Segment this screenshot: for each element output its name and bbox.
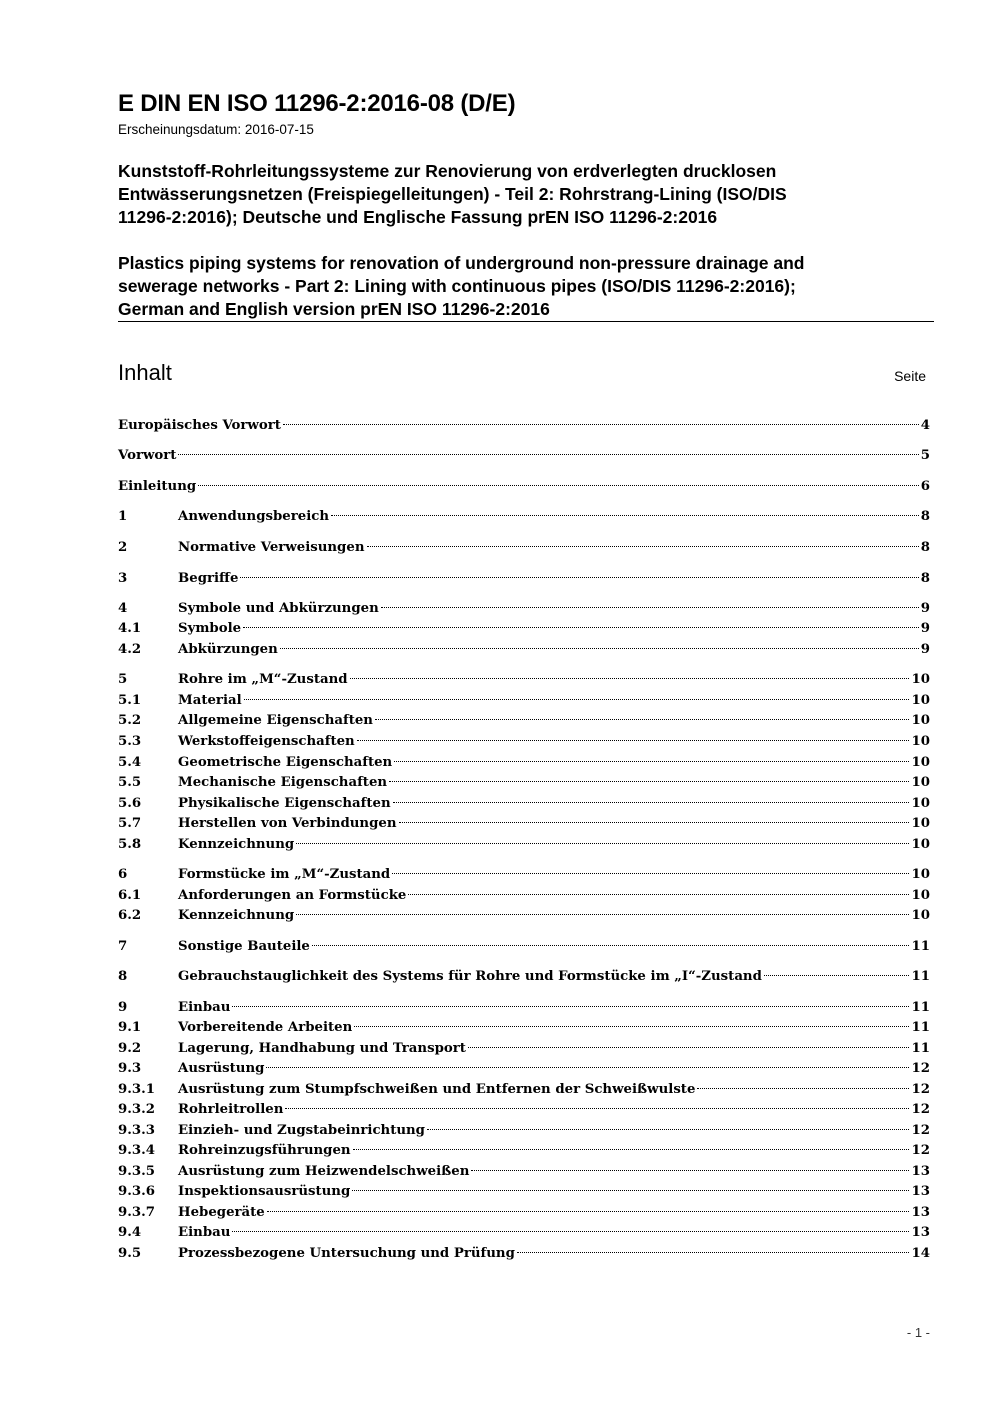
toc-entry-number: 9.2	[118, 1041, 142, 1056]
toc-entry-number: 9.3.2	[118, 1102, 156, 1117]
toc-entry[interactable]	[118, 479, 930, 498]
toc-entry[interactable]	[118, 888, 930, 907]
toc-dot-leader	[408, 894, 909, 895]
toc-entry-page: 11	[911, 1000, 930, 1015]
toc-entry-title: Anwendungsbereich	[178, 509, 330, 524]
toc-dot-leader	[244, 699, 910, 700]
toc-entry[interactable]	[118, 1061, 930, 1080]
toc-dot-leader	[243, 627, 919, 628]
toc-entry-number: 4.2	[118, 642, 142, 657]
toc-entry[interactable]	[118, 775, 930, 794]
toc-entry-page: 12	[911, 1143, 930, 1158]
title-german-line: Kunststoff-Rohrleitungssysteme zur Renovierung von erdverlegten drucklosen	[118, 161, 777, 181]
toc-entry-title: Einbau	[178, 1225, 231, 1240]
toc-entry-title: Gebrauchstauglichkeit des Systems für Rohre und Formstücke im „I“-Zustand	[178, 969, 762, 984]
toc-entry-title: Sonstige Bauteile	[178, 939, 310, 954]
toc-entry-number: 9.3.1	[118, 1082, 156, 1097]
toc-entry-title: Vorwort	[118, 448, 177, 463]
toc-dot-leader	[296, 843, 909, 844]
toc-entry-page: 4	[920, 418, 930, 433]
toc-dot-leader	[352, 1190, 909, 1191]
toc-entry-title: Vorbereitende Arbeiten	[178, 1020, 353, 1035]
toc-entry-number: 6.2	[118, 908, 142, 923]
toc-entry-number: 9.3.5	[118, 1164, 156, 1179]
toc-entry[interactable]	[118, 1184, 930, 1203]
toc-dot-leader	[232, 1231, 909, 1232]
toc-entry[interactable]	[118, 837, 930, 856]
toc-entry-page: 9	[920, 621, 930, 636]
toc-entry[interactable]	[118, 1041, 930, 1060]
toc-entry[interactable]	[118, 621, 930, 640]
toc-dot-leader	[267, 1211, 910, 1212]
toc-entry-page: 10	[911, 816, 930, 831]
toc-entry-page: 13	[911, 1205, 930, 1220]
toc-entry-number: 9	[118, 1000, 128, 1015]
toc-entry-title: Mechanische Eigenschaften	[178, 775, 388, 790]
toc-entry-title: Rohreinzugsführungen	[178, 1143, 351, 1158]
toc-entry-title: Geometrische Eigenschaften	[178, 755, 393, 770]
table-of-contents	[118, 0, 930, 1403]
toc-entry-page: 9	[920, 642, 930, 657]
toc-entry[interactable]	[118, 969, 930, 988]
toc-entry-page: 8	[920, 571, 930, 586]
toc-entry[interactable]	[118, 418, 930, 437]
toc-entry-page: 12	[911, 1082, 930, 1097]
toc-entry-title: Einleitung	[118, 479, 197, 494]
toc-entry-number: 5.2	[118, 713, 142, 728]
toc-entry-title: Symbole	[178, 621, 242, 636]
toc-entry-number: 3	[118, 571, 128, 586]
toc-entry[interactable]	[118, 571, 930, 590]
toc-entry-number: 9.3.3	[118, 1123, 156, 1138]
toc-entry[interactable]	[118, 642, 930, 661]
toc-entry-number: 9.1	[118, 1020, 142, 1035]
toc-entry-title: Ausrüstung	[178, 1061, 265, 1076]
toc-entry-page: 5	[920, 448, 930, 463]
toc-entry[interactable]	[118, 672, 930, 691]
toc-entry-title: Lagerung, Handhabung und Transport	[178, 1041, 466, 1056]
toc-entry[interactable]	[118, 693, 930, 712]
toc-entry-page: 11	[911, 1041, 930, 1056]
toc-dot-leader	[350, 678, 910, 679]
toc-dot-leader	[198, 485, 919, 486]
toc-entry-number: 9.3	[118, 1061, 142, 1076]
toc-dot-leader	[357, 740, 910, 741]
toc-dot-leader	[394, 761, 909, 762]
toc-entry-number: 9.3.6	[118, 1184, 156, 1199]
toc-dot-leader	[697, 1088, 909, 1089]
toc-entry[interactable]	[118, 796, 930, 815]
toc-dot-leader	[353, 1149, 910, 1150]
toc-page-column-label: Seite	[894, 368, 926, 384]
toc-dot-leader	[240, 577, 918, 578]
toc-dot-leader	[399, 822, 910, 823]
toc-dot-leader	[392, 873, 909, 874]
toc-entry-number: 5.4	[118, 755, 142, 770]
toc-entry[interactable]	[118, 734, 930, 753]
toc-entry-number: 2	[118, 540, 128, 555]
toc-entry-number: 5.7	[118, 816, 142, 831]
toc-entry-title: Material	[178, 693, 242, 708]
toc-dot-leader	[354, 1026, 909, 1027]
toc-entry-title: Ausrüstung zum Heizwendelschweißen	[178, 1164, 470, 1179]
toc-entry[interactable]	[118, 755, 930, 774]
toc-entry-number: 9.3.7	[118, 1205, 156, 1220]
toc-entry-title: Symbole und Abkürzungen	[178, 601, 379, 616]
toc-entry[interactable]	[118, 1000, 930, 1019]
toc-entry[interactable]	[118, 816, 930, 835]
toc-entry-page: 10	[911, 908, 930, 923]
publication-date: Erscheinungsdatum: 2016-07-15	[118, 122, 314, 137]
toc-dot-leader	[283, 424, 919, 425]
toc-dot-leader	[266, 1067, 909, 1068]
toc-entry-page: 10	[911, 713, 930, 728]
toc-entry[interactable]	[118, 1123, 930, 1142]
toc-dot-leader	[468, 1047, 910, 1048]
toc-entry-number: 4.1	[118, 621, 142, 636]
toc-entry-number: 9.4	[118, 1225, 142, 1240]
toc-entry-title: Normative Verweisungen	[178, 540, 365, 555]
toc-entry-title: Inspektionsausrüstung	[178, 1184, 351, 1199]
toc-entry-number: 5.3	[118, 734, 142, 749]
toc-entry[interactable]	[118, 867, 930, 886]
toc-dot-leader	[367, 546, 919, 547]
toc-entry[interactable]	[118, 1143, 930, 1162]
toc-entry[interactable]	[118, 1225, 930, 1244]
toc-dot-leader	[764, 975, 910, 976]
toc-entry-number: 5.1	[118, 693, 142, 708]
toc-entry-page: 10	[911, 837, 930, 852]
toc-entry-number: 9.5	[118, 1246, 142, 1261]
toc-entry-title: Hebegeräte	[178, 1205, 265, 1220]
toc-heading: Inhalt	[118, 360, 172, 385]
toc-entry[interactable]	[118, 908, 930, 927]
title-german-line: 11296-2:2016); Deutsche und Englische Fassung prEN ISO 11296-2:2016	[118, 207, 718, 227]
toc-entry[interactable]	[118, 509, 930, 528]
toc-entry-page: 8	[920, 509, 930, 524]
toc-entry[interactable]	[118, 1246, 930, 1265]
toc-entry-title: Kennzeichnung	[178, 908, 295, 923]
toc-entry-title: Begriffe	[178, 571, 239, 586]
toc-entry-page: 10	[911, 867, 930, 882]
toc-dot-leader	[178, 454, 918, 455]
toc-entry-page: 10	[911, 672, 930, 687]
toc-entry-title: Europäisches Vorwort	[118, 418, 281, 433]
toc-entry-number: 7	[118, 939, 128, 954]
toc-entry[interactable]	[118, 713, 930, 732]
toc-entry-page: 13	[911, 1225, 930, 1240]
document-id: E DIN EN ISO 11296-2:2016-08 (D/E)	[118, 90, 516, 117]
toc-entry-title: Einbau	[178, 1000, 231, 1015]
toc-entry-title: Werkstoffeigenschaften	[178, 734, 355, 749]
toc-entry-title: Einzieh- und Zugstabeinrichtung	[178, 1123, 425, 1138]
toc-entry-page: 10	[911, 693, 930, 708]
toc-entry[interactable]	[118, 1205, 930, 1224]
toc-entry-page: 12	[911, 1102, 930, 1117]
toc-entry-page: 12	[911, 1061, 930, 1076]
toc-entry-number: 8	[118, 969, 128, 984]
toc-entry[interactable]	[118, 1102, 930, 1121]
toc-entry-title: Ausrüstung zum Stumpfschweißen und Entfernen der Schweißwulste	[178, 1082, 696, 1097]
toc-entry-page: 12	[911, 1123, 930, 1138]
toc-entry-number: 5.8	[118, 837, 142, 852]
toc-dot-leader	[285, 1108, 909, 1109]
toc-entry-page: 13	[911, 1164, 930, 1179]
title-german-line: Entwässerungsnetzen (Freispiegelleitungen) - Teil 2: Rohrstrang-Lining (ISO/DIS	[118, 184, 787, 204]
toc-entry-page: 6	[920, 479, 930, 494]
toc-entry-number: 5.6	[118, 796, 142, 811]
toc-entry-page: 11	[911, 939, 930, 954]
toc-entry-title: Anforderungen an Formstücke	[178, 888, 407, 903]
toc-entry-page: 11	[911, 1020, 930, 1035]
toc-entry-title: Rohrleitrollen	[178, 1102, 284, 1117]
toc-dot-leader	[312, 945, 910, 946]
toc-dot-leader	[517, 1252, 910, 1253]
toc-entry-number: 4	[118, 601, 128, 616]
toc-entry[interactable]	[118, 601, 930, 620]
toc-entry-number: 6	[118, 867, 128, 882]
title-english-line: German and English version prEN ISO 11296-2:2016	[118, 299, 550, 319]
toc-entry-page: 9	[920, 601, 930, 616]
toc-dot-leader	[381, 607, 919, 608]
toc-dot-leader	[471, 1170, 909, 1171]
toc-entry-number: 9.3.4	[118, 1143, 156, 1158]
toc-entry-number: 5.5	[118, 775, 142, 790]
toc-dot-leader	[331, 515, 919, 516]
toc-entry-page: 8	[920, 540, 930, 555]
footer-page-number: - 1 -	[906, 1325, 930, 1340]
toc-dot-leader	[232, 1006, 909, 1007]
toc-dot-leader	[280, 648, 919, 649]
toc-dot-leader	[296, 914, 909, 915]
toc-entry[interactable]	[118, 540, 930, 559]
toc-entry-title: Herstellen von Verbindungen	[178, 816, 397, 831]
toc-entry[interactable]	[118, 448, 930, 467]
toc-entry-title: Prozessbezogene Untersuchung und Prüfung	[178, 1246, 515, 1261]
toc-entry-title: Rohre im „M“-Zustand	[178, 672, 348, 687]
toc-entry[interactable]	[118, 1082, 930, 1101]
toc-entry-title: Formstücke im „M“-Zustand	[178, 867, 391, 882]
toc-entry[interactable]	[118, 939, 930, 958]
toc-entry[interactable]	[118, 1164, 930, 1183]
title-english-line: Plastics piping systems for renovation of underground non-pressure drainage and	[118, 253, 805, 273]
toc-entry-page: 13	[911, 1184, 930, 1199]
toc-entry-title: Kennzeichnung	[178, 837, 295, 852]
toc-entry-page: 14	[911, 1246, 930, 1261]
toc-entry[interactable]	[118, 1020, 930, 1039]
toc-dot-leader	[427, 1129, 910, 1130]
toc-entry-number: 1	[118, 509, 128, 524]
toc-entry-title: Abkürzungen	[178, 642, 278, 657]
toc-entry-title: Physikalische Eigenschaften	[178, 796, 391, 811]
toc-entry-page: 10	[911, 734, 930, 749]
toc-dot-leader	[389, 781, 909, 782]
toc-entry-page: 10	[911, 775, 930, 790]
toc-entry-title: Allgemeine Eigenschaften	[178, 713, 373, 728]
toc-entry-number: 5	[118, 672, 128, 687]
toc-dot-leader	[393, 802, 910, 803]
toc-dot-leader	[375, 719, 910, 720]
toc-entry-number: 6.1	[118, 888, 142, 903]
title-english-line: sewerage networks - Part 2: Lining with continuous pipes (ISO/DIS 11296-2:2016);	[118, 276, 796, 296]
toc-entry-page: 11	[911, 969, 930, 984]
toc-entry-page: 10	[911, 796, 930, 811]
toc-entry-page: 10	[911, 755, 930, 770]
toc-entry-page: 10	[911, 888, 930, 903]
